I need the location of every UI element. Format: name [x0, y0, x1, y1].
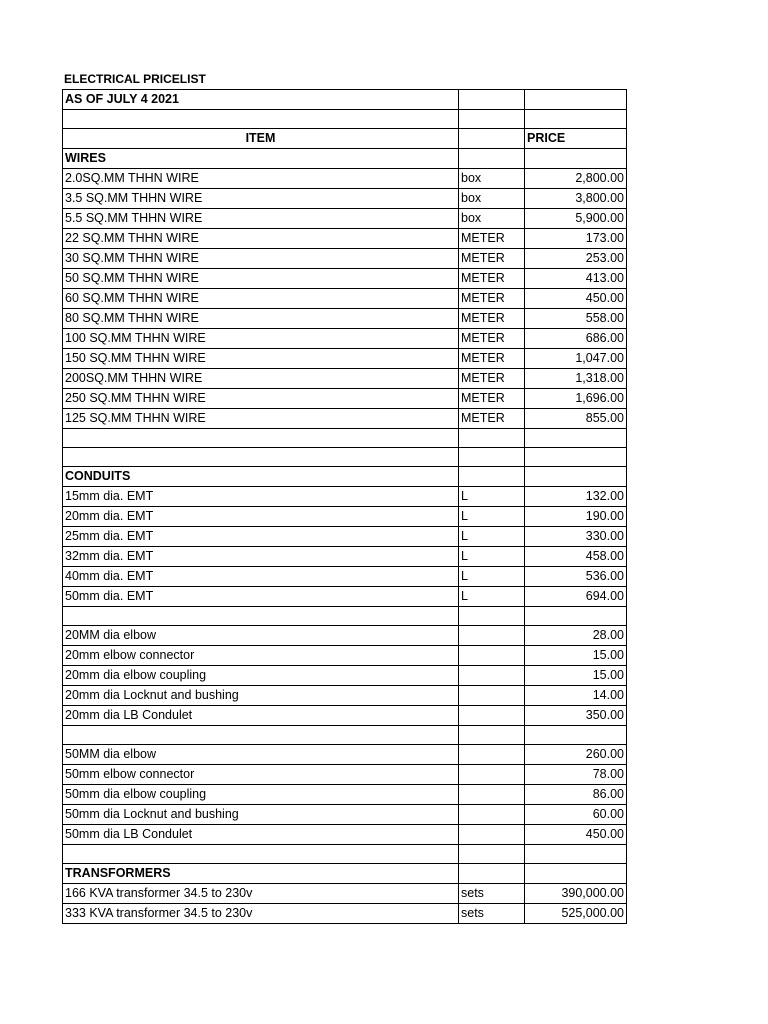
table-row — [63, 169, 627, 189]
item-name-cell: 166 KVA transformer 34.5 to 230v — [63, 884, 459, 904]
unit-cell: METER — [459, 309, 525, 329]
item-name-cell: 30 SQ.MM THHN WIRE — [63, 249, 459, 269]
price-cell: 855.00 — [525, 409, 627, 429]
blank-row — [63, 845, 627, 864]
price-cell: 60.00 — [525, 805, 627, 825]
item-name-cell: 60 SQ.MM THHN WIRE — [63, 289, 459, 309]
empty-cell — [459, 467, 525, 487]
empty-cell — [525, 448, 627, 467]
table-row — [63, 349, 627, 369]
empty-cell — [459, 864, 525, 884]
item-name-cell: 2.0SQ.MM THHN WIRE — [63, 169, 459, 189]
price-cell: 390,000.00 — [525, 884, 627, 904]
section-header-row — [63, 864, 627, 884]
unit-cell: L — [459, 547, 525, 567]
table-row — [63, 289, 627, 309]
unit-cell — [459, 825, 525, 845]
unit-cell: L — [459, 587, 525, 607]
table-row — [63, 646, 627, 666]
item-name-cell: 50MM dia elbow — [63, 745, 459, 765]
unit-cell: box — [459, 169, 525, 189]
item-name-cell: 22 SQ.MM THHN WIRE — [63, 229, 459, 249]
price-cell: 260.00 — [525, 745, 627, 765]
table-row — [63, 884, 627, 904]
unit-cell — [459, 785, 525, 805]
item-name-cell: 20mm dia elbow coupling — [63, 666, 459, 686]
price-cell: 28.00 — [525, 626, 627, 646]
unit-cell: METER — [459, 249, 525, 269]
table-row — [63, 329, 627, 349]
unit-cell: box — [459, 189, 525, 209]
item-name-cell: 40mm dia. EMT — [63, 567, 459, 587]
unit-cell: L — [459, 527, 525, 547]
table-row — [63, 785, 627, 805]
unit-cell — [459, 745, 525, 765]
price-cell: 14.00 — [525, 686, 627, 706]
table-row — [63, 229, 627, 249]
table-row — [63, 507, 627, 527]
unit-cell: L — [459, 507, 525, 527]
empty-cell — [63, 726, 459, 745]
date-row — [63, 90, 627, 110]
unit-cell: L — [459, 567, 525, 587]
item-name-cell: 20mm dia Locknut and bushing — [63, 686, 459, 706]
item-name-cell: 50mm dia Locknut and bushing — [63, 805, 459, 825]
item-name-cell: 250 SQ.MM THHN WIRE — [63, 389, 459, 409]
price-cell: 350.00 — [525, 706, 627, 726]
price-cell: 413.00 — [525, 269, 627, 289]
item-name-cell: 50mm dia LB Condulet — [63, 825, 459, 845]
blank-row — [63, 607, 627, 626]
table-row — [63, 706, 627, 726]
table-row — [63, 189, 627, 209]
price-cell: 450.00 — [525, 289, 627, 309]
price-cell: 173.00 — [525, 229, 627, 249]
item-name-cell: 15mm dia. EMT — [63, 487, 459, 507]
unit-cell — [459, 666, 525, 686]
unit-cell — [459, 805, 525, 825]
table-row — [63, 765, 627, 785]
price-cell: 536.00 — [525, 567, 627, 587]
unit-cell — [459, 686, 525, 706]
empty-cell — [459, 726, 525, 745]
price-cell: 694.00 — [525, 587, 627, 607]
blank-row — [63, 448, 627, 467]
table-row — [63, 249, 627, 269]
table-row — [63, 389, 627, 409]
section-label: WIRES — [63, 149, 459, 169]
unit-cell — [459, 706, 525, 726]
unit-cell: METER — [459, 369, 525, 389]
unit-cell: METER — [459, 289, 525, 309]
price-cell: 686.00 — [525, 329, 627, 349]
price-cell: 2,800.00 — [525, 169, 627, 189]
unit-cell: METER — [459, 269, 525, 289]
unit-cell — [459, 626, 525, 646]
item-column-header: ITEM — [63, 129, 459, 149]
price-cell: 15.00 — [525, 666, 627, 686]
unit-cell: sets — [459, 884, 525, 904]
item-name-cell: 20mm dia. EMT — [63, 507, 459, 527]
price-column-header: PRICE — [525, 129, 627, 149]
item-name-cell: 20MM dia elbow — [63, 626, 459, 646]
empty-cell — [63, 607, 459, 626]
table-row — [63, 209, 627, 229]
unit-cell: METER — [459, 329, 525, 349]
item-name-cell: 5.5 SQ.MM THHN WIRE — [63, 209, 459, 229]
empty-cell — [525, 467, 627, 487]
price-cell: 253.00 — [525, 249, 627, 269]
column-header-row — [63, 129, 627, 149]
item-name-cell: 50mm dia elbow coupling — [63, 785, 459, 805]
table-row — [63, 666, 627, 686]
section-header-row — [63, 467, 627, 487]
price-cell: 15.00 — [525, 646, 627, 666]
table-row — [63, 269, 627, 289]
unit-column-header — [459, 129, 525, 149]
blank-row — [63, 110, 627, 129]
item-name-cell: 20mm elbow connector — [63, 646, 459, 666]
item-name-cell: 50 SQ.MM THHN WIRE — [63, 269, 459, 289]
price-cell: 1,047.00 — [525, 349, 627, 369]
table-row — [63, 587, 627, 607]
unit-cell: L — [459, 487, 525, 507]
empty-cell — [63, 845, 459, 864]
section-label: TRANSFORMERS — [63, 864, 459, 884]
unit-cell: METER — [459, 349, 525, 369]
table-row — [63, 527, 627, 547]
date-cell: AS OF JULY 4 2021 — [63, 90, 459, 110]
price-cell: 86.00 — [525, 785, 627, 805]
table-row — [63, 547, 627, 567]
blank-row — [63, 726, 627, 745]
empty-cell — [525, 429, 627, 448]
table-row — [63, 686, 627, 706]
table-row — [63, 904, 627, 924]
price-cell: 458.00 — [525, 547, 627, 567]
unit-cell — [459, 765, 525, 785]
price-table — [62, 89, 627, 924]
item-name-cell: 25mm dia. EMT — [63, 527, 459, 547]
table-row — [63, 487, 627, 507]
price-cell: 132.00 — [525, 487, 627, 507]
table-row — [63, 567, 627, 587]
unit-cell: sets — [459, 904, 525, 924]
table-row — [63, 626, 627, 646]
item-name-cell: 32mm dia. EMT — [63, 547, 459, 567]
price-cell: 525,000.00 — [525, 904, 627, 924]
item-name-cell: 333 KVA transformer 34.5 to 230v — [63, 904, 459, 924]
empty-cell — [459, 110, 525, 129]
empty-cell — [459, 429, 525, 448]
empty-cell — [459, 845, 525, 864]
item-name-cell: 3.5 SQ.MM THHN WIRE — [63, 189, 459, 209]
empty-cell — [459, 607, 525, 626]
item-name-cell: 125 SQ.MM THHN WIRE — [63, 409, 459, 429]
price-table-body — [63, 90, 627, 924]
item-name-cell: 20mm dia LB Condulet — [63, 706, 459, 726]
item-name-cell: 50mm elbow connector — [63, 765, 459, 785]
empty-cell — [525, 110, 627, 129]
unit-cell: box — [459, 209, 525, 229]
empty-cell — [459, 149, 525, 169]
table-row — [63, 825, 627, 845]
table-row — [63, 369, 627, 389]
unit-cell — [459, 646, 525, 666]
section-label: CONDUITS — [63, 467, 459, 487]
empty-cell — [459, 90, 525, 110]
blank-row — [63, 429, 627, 448]
unit-cell: METER — [459, 229, 525, 249]
empty-cell — [63, 429, 459, 448]
price-cell: 330.00 — [525, 527, 627, 547]
empty-cell — [525, 149, 627, 169]
item-name-cell: 200SQ.MM THHN WIRE — [63, 369, 459, 389]
price-cell: 190.00 — [525, 507, 627, 527]
section-header-row — [63, 149, 627, 169]
price-cell: 78.00 — [525, 765, 627, 785]
price-cell: 1,318.00 — [525, 369, 627, 389]
price-cell: 5,900.00 — [525, 209, 627, 229]
table-row — [63, 745, 627, 765]
empty-cell — [525, 607, 627, 626]
table-row — [63, 805, 627, 825]
price-cell: 1,696.00 — [525, 389, 627, 409]
empty-cell — [525, 845, 627, 864]
item-name-cell: 100 SQ.MM THHN WIRE — [63, 329, 459, 349]
document-title: ELECTRICAL PRICELIST — [64, 72, 206, 86]
item-name-cell: 80 SQ.MM THHN WIRE — [63, 309, 459, 329]
table-row — [63, 309, 627, 329]
price-cell: 450.00 — [525, 825, 627, 845]
table-row — [63, 409, 627, 429]
item-name-cell: 150 SQ.MM THHN WIRE — [63, 349, 459, 369]
empty-cell — [63, 448, 459, 467]
empty-cell — [525, 90, 627, 110]
empty-cell — [459, 448, 525, 467]
empty-cell — [63, 110, 459, 129]
price-cell: 3,800.00 — [525, 189, 627, 209]
item-name-cell: 50mm dia. EMT — [63, 587, 459, 607]
unit-cell: METER — [459, 389, 525, 409]
empty-cell — [525, 726, 627, 745]
empty-cell — [525, 864, 627, 884]
unit-cell: METER — [459, 409, 525, 429]
price-cell: 558.00 — [525, 309, 627, 329]
